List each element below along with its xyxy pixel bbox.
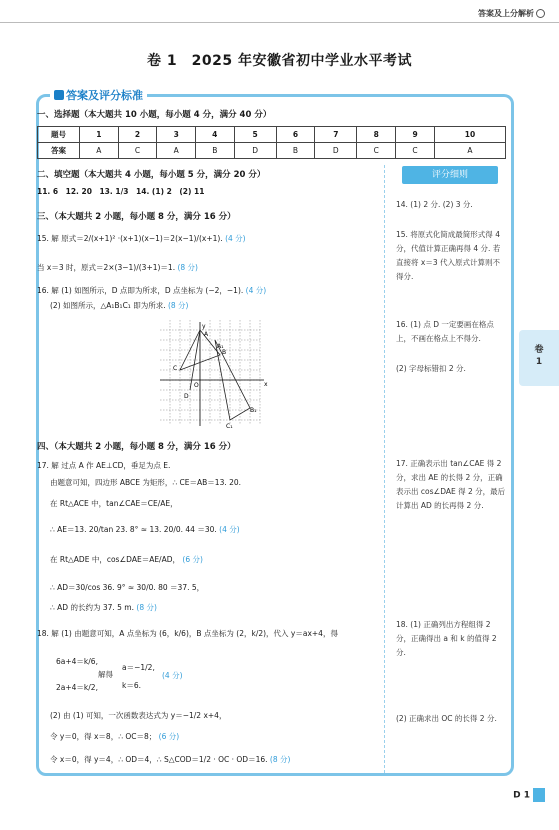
origin-label: O [194,382,199,389]
q18-line3: (2) 由 (1) 可知，一次函数表达式为 y＝−1/2 x+4， [50,711,227,720]
page-marker [533,788,545,802]
note-17: 17. 正确表示出 tan∠CAE 得 2 分，求出 AE 的长得 2 分，正确表示出 cos∠DAE 得 2 分，最后计算出 AD 的长再得 2 分. [396,459,506,510]
q15-step2: 当 x＝3 时，原式＝2×(3−1)/(3+1)＝1. (8 分) [37,263,198,272]
y-axis-label: y [202,323,206,330]
table-cell: D [234,143,276,159]
coordinate-grid-figure [160,320,270,430]
label-b1: B₁ [250,407,257,414]
label-a: A [204,331,209,338]
column-divider [384,165,385,773]
label-b: B [222,349,227,356]
table-cell: B [276,143,315,159]
q18-system-eq2: 2a+4＝k/2, [56,683,98,692]
q16-part1: 16. 解 (1) 如图所示，D 点即为所求，D 点坐标为 (−2，−1). (4 分) [37,286,267,295]
table-cell: 5 [234,127,276,143]
table-cell: 9 [396,127,435,143]
note-16b: (2) 字母标错扣 2 分. [396,364,466,373]
q18-line5: 令 x＝0，得 y＝4，∴ OD＝4，∴ S△COD＝1/2 · OC · OD＝16. (8 分) [50,755,291,764]
label-d: D [184,393,189,400]
note-16a: 16. (1) 点 D 一定要画在格点上，不画在格点上不得分. [396,320,494,343]
part3-heading: 三、（本大题共 2 小题，每小题 8 分，满分 16 分） [37,212,236,222]
table-cell: C [396,143,435,159]
scoring-title: 评分细则 [402,166,498,184]
grid-lines [160,320,260,425]
table-cell: C [118,143,157,159]
q18-score-1: (4 分) [162,671,183,680]
table-row [38,127,506,143]
q17-line3: 在 Rt△ACE 中，tan∠CAE＝CE/AE， [50,499,178,508]
running-header: 答案及上分解析 [478,8,545,19]
row-label-question: 题号 [38,127,80,143]
label-c: C [173,365,178,372]
volume-side-tab[interactable]: 卷 1 [519,330,559,386]
part1-heading: 一、选择题（本大题共 10 小题，每小题 4 分，满分 40 分） [37,110,272,120]
label-a1: A₁ [217,343,224,350]
table-cell: D [315,143,357,159]
q17-line4: ∴ AE＝13. 20/tan 23. 8° ≈ 13. 20/0. 44 ＝30. (4 分) [50,525,240,534]
table-cell: 7 [315,127,357,143]
part2-heading: 二、填空题（本大题共 4 小题，每小题 5 分，满分 20 分） [37,170,266,180]
header-rule [0,22,559,23]
table-cell: A [157,143,196,159]
q18-solve-label: 解得 [98,670,113,679]
q18-system-eq1: 6a+4＝k/6, [56,657,98,666]
q17-line1: 17. 解 过点 A 作 AE⊥CD，垂足为点 E. [37,461,171,470]
q18-line4: 令 y＝0，得 x＝8，∴ OC＝8； (6 分) [50,732,180,741]
header-emblem-icon [536,9,545,18]
table-cell: A [80,143,119,159]
section-title: 答案及评分标准 [50,87,147,103]
table-cell: 10 [434,127,505,143]
table-row [38,143,506,159]
x-axis-label: x [264,381,268,388]
q17-line7: ∴ AD 的长约为 37. 5 m. (8 分) [50,603,157,612]
note-15: 15. 将原式化简成最简形式得 4 分，代值计算正确再得 4 分. 若直接将 x＝3 代入原式计算则不得分. [396,230,501,281]
page-title: 卷 1 2025 年安徽省初中学业水平考试 [147,53,412,69]
q16-part2: (2) 如图所示，△A₁B₁C₁ 即为所求. (8 分) [50,301,189,310]
table-cell: 1 [80,127,119,143]
page-number: D 1 [513,788,545,802]
q15-step1: 15. 解 原式＝2/(x+1)² ·(x+1)(x−1)＝2(x−1)/(x+1). (4 分) [37,234,246,243]
q18-result-k: k＝6. [122,681,141,690]
q17-line6: ∴ AD＝30/cos 36. 9° ≈ 30/0. 80 ＝37. 5， [50,583,205,592]
note-14: 14. (1) 2 分. (2) 3 分. [396,200,473,209]
part4-heading: 四、（本大题共 2 小题，每小题 8 分，满分 16 分） [37,442,236,452]
q18-line1: 18. 解 (1) 由题意可知，A 点坐标为 (6，k/6)，B 点坐标为 (2，k/2)，代入 y＝ax+4，得 [37,629,338,638]
note-18b: (2) 正确求出 OC 的长得 2 分. [396,714,497,723]
q17-line5: 在 Rt△ADE 中，cos∠DAE＝AE/AD， (6 分) [50,555,203,564]
note-18a: 18. (1) 正确列出方程组得 2 分，正确得出 a 和 k 的值得 2 分. [396,620,497,657]
label-c1: C₁ [226,423,233,430]
table-cell: A [434,143,505,159]
q17-line2: 由题意可知，四边形 ABCE 为矩形，∴ CE＝AB＝13. 20. [50,478,242,487]
table-cell: 8 [357,127,396,143]
part2-answers: 11. 6 12. 20 13. 1/3 14. (1) 2 (2) 11 [37,187,205,196]
table-cell: 2 [118,127,157,143]
answer-table [37,126,506,159]
section-mark-icon [54,90,64,100]
q18-result-a: a＝−1/2, [122,663,155,672]
table-cell: 6 [276,127,315,143]
table-cell: C [357,143,396,159]
table-cell: 4 [195,127,234,143]
row-label-answer: 答案 [38,143,80,159]
table-cell: 3 [157,127,196,143]
table-cell: B [195,143,234,159]
